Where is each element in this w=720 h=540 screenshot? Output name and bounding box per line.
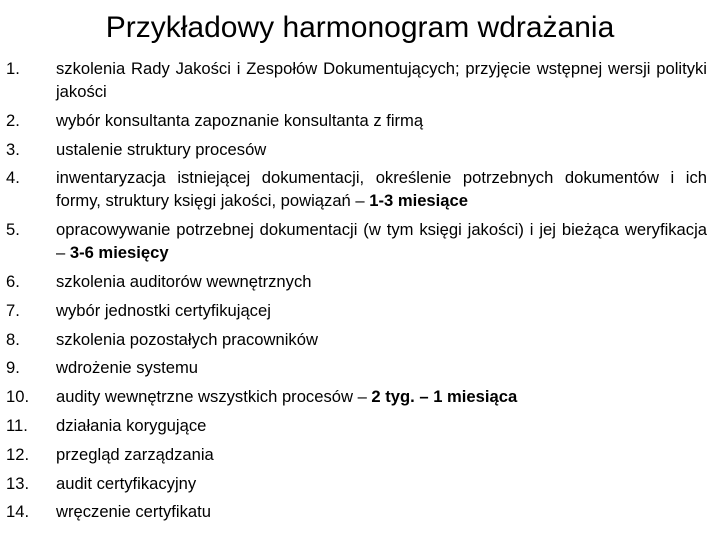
item-text: szkolenia Rady Jakości i Zespołów Dokumentujących; przyjęcie wstępnej wersji polityki jakości: [56, 59, 707, 101]
item-text: wybór jednostki certyfikującej: [56, 300, 271, 320]
item-number: 5.: [6, 220, 20, 240]
item-text: wdrożenie systemu: [56, 358, 199, 378]
list-item: [0, 57, 720, 103]
item-text: audit certyfikacyjny: [56, 473, 197, 493]
list-item: [0, 443, 720, 466]
item-text: ustalenie struktury procesów: [56, 139, 267, 159]
list-item: [0, 472, 720, 495]
item-number: 2.: [6, 110, 20, 130]
item-number: 11.: [6, 415, 28, 435]
item-text: działania korygujące: [56, 415, 207, 435]
item-number: 3.: [6, 139, 20, 159]
item-number: 10.: [6, 387, 30, 407]
list-item: [0, 299, 720, 322]
list-item: [0, 138, 720, 161]
item-number: 4.: [6, 168, 20, 188]
list-item: [0, 414, 720, 437]
item-duration: 1-3 miesiące: [369, 191, 468, 211]
item-text: szkolenia pozostałych pracowników: [56, 329, 318, 349]
item-text: [56, 166, 707, 212]
item-text-regular: inwentaryzacja istniejącej dokumentacji, określenie potrzebnych dokumentów i ich formy, struktury księgi jakości, powiązań –: [56, 168, 707, 211]
item-number: 8.: [6, 329, 20, 349]
item-text: wręczenie certyfikatu: [56, 502, 211, 522]
item-number: 6.: [6, 271, 20, 291]
item-number: 12.: [6, 444, 30, 464]
item-text: przegląd zarządzania: [56, 444, 214, 464]
list-item: [0, 385, 720, 408]
list-item: [0, 500, 720, 523]
item-text: [56, 385, 707, 408]
item-number: 7.: [6, 300, 20, 320]
item-text: szkolenia auditorów wewnętrznych: [56, 271, 312, 291]
item-duration: 2 tyg. – 1 miesiąca: [371, 387, 518, 407]
item-number: 13.: [6, 473, 30, 493]
list-item: [0, 109, 720, 132]
item-number: 1.: [6, 59, 20, 78]
item-number: 14.: [6, 502, 30, 522]
item-text-regular: audity wewnętrzne wszystkich procesów –: [56, 387, 372, 407]
list-item: [0, 328, 720, 351]
item-number: 9.: [6, 358, 20, 378]
list-item: [0, 166, 720, 212]
slide-title: Przykładowy harmonogram wdrażania: [105, 11, 615, 44]
list-item: [0, 356, 720, 379]
item-text: [56, 218, 707, 264]
item-text-regular: opracowywanie potrzebnej dokumentacji (w tym księgi jakości) i jej bieżąca weryfikacja –: [56, 220, 707, 263]
list-item: [0, 218, 720, 264]
item-duration: 3-6 miesięcy: [69, 243, 169, 263]
schedule-list: [0, 57, 720, 529]
item-text: wybór konsultanta zapoznanie konsultanta z firmą: [56, 110, 424, 130]
list-item: [0, 270, 720, 293]
